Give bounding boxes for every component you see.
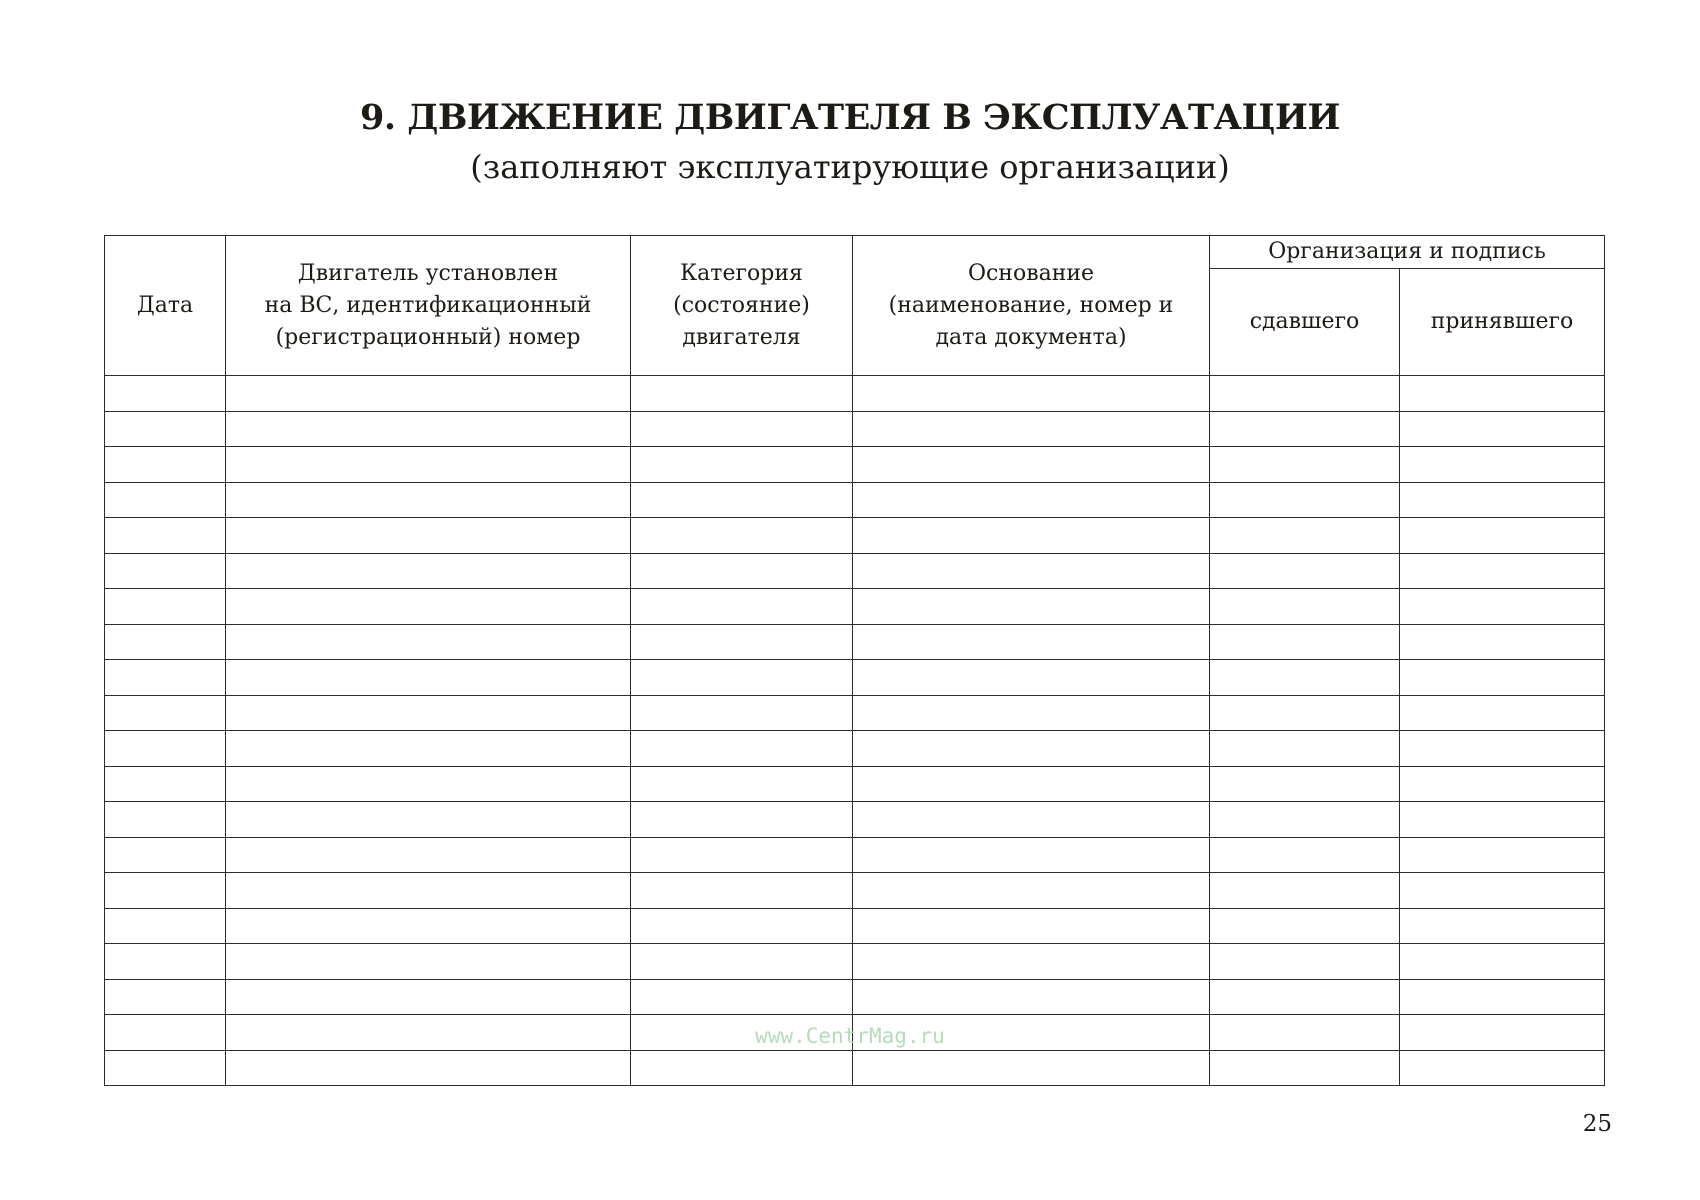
table-cell (226, 411, 631, 447)
table-cell (631, 1050, 853, 1086)
header-org-signature (1210, 236, 1605, 269)
table-cell (1210, 695, 1400, 731)
table-cell (1400, 624, 1605, 660)
table-cell (853, 447, 1210, 483)
table-cell (1400, 411, 1605, 447)
table-cell (105, 376, 226, 412)
table-cell (105, 518, 226, 554)
table-cell (1400, 908, 1605, 944)
page-subtitle: (заполняют эксплуатирующие организации) (470, 148, 1230, 186)
header-handed-over-label: сдавшего (1249, 309, 1360, 334)
table-row (105, 766, 1605, 802)
table-cell (105, 695, 226, 731)
header-date (105, 236, 226, 376)
table-cell (631, 802, 853, 838)
table-cell (1210, 837, 1400, 873)
table-cell (105, 873, 226, 909)
table-row (105, 376, 1605, 412)
table-cell (105, 482, 226, 518)
table-cell (1400, 944, 1605, 980)
table-cell (226, 482, 631, 518)
table-cell (853, 873, 1210, 909)
table-cell (853, 624, 1210, 660)
header-engine-installed (226, 236, 631, 376)
table-cell (631, 589, 853, 625)
table-cell (105, 908, 226, 944)
table-row (105, 979, 1605, 1015)
table-cell (631, 695, 853, 731)
table-cell (226, 1050, 631, 1086)
header-org-signature-label: Организация и подпись (1268, 239, 1546, 264)
table-cell (853, 944, 1210, 980)
table-cell (1400, 447, 1605, 483)
table-cell (1400, 873, 1605, 909)
table-cell (853, 518, 1210, 554)
table-cell (853, 589, 1210, 625)
table-cell (853, 553, 1210, 589)
table-cell (105, 944, 226, 980)
table-cell (631, 660, 853, 696)
table-cell (226, 518, 631, 554)
table-cell (853, 766, 1210, 802)
table-cell (1400, 766, 1605, 802)
table-cell (1400, 1050, 1605, 1086)
header-category-label: Категория (состояние) двигателя (673, 260, 810, 350)
header-received-label: принявшего (1430, 309, 1574, 334)
table-cell (1400, 589, 1605, 625)
table-row (105, 873, 1605, 909)
table-cell (853, 837, 1210, 873)
table-cell (853, 660, 1210, 696)
table-cell (226, 766, 631, 802)
table-cell (1210, 447, 1400, 483)
table-cell (1400, 979, 1605, 1015)
table-cell (226, 802, 631, 838)
table-cell (1400, 553, 1605, 589)
table-cell (853, 1050, 1210, 1086)
table-cell (226, 624, 631, 660)
table-cell (1210, 553, 1400, 589)
table-cell (1210, 482, 1400, 518)
table-cell (631, 376, 853, 412)
table-cell (226, 660, 631, 696)
table-cell (226, 695, 631, 731)
table-cell (1400, 482, 1605, 518)
table-row (105, 731, 1605, 767)
table-row (105, 660, 1605, 696)
table-cell (1400, 837, 1605, 873)
table-cell (631, 447, 853, 483)
table-cell (1400, 802, 1605, 838)
header-date-label: Дата (136, 292, 194, 318)
table-row (105, 589, 1605, 625)
table-row (105, 447, 1605, 483)
table-cell (631, 518, 853, 554)
table-cell (1210, 802, 1400, 838)
table-cell (1210, 766, 1400, 802)
header-category (631, 236, 853, 376)
table-cell (631, 979, 853, 1015)
table-cell (631, 482, 853, 518)
table-row (105, 518, 1605, 554)
table-cell (105, 553, 226, 589)
table-cell (853, 731, 1210, 767)
table-cell (226, 553, 631, 589)
table-row (105, 802, 1605, 838)
table-cell (226, 979, 631, 1015)
table-cell (105, 802, 226, 838)
table-cell (631, 944, 853, 980)
table-cell (631, 411, 853, 447)
page-title: 9. ДВИЖЕНИЕ ДВИГАТЕЛЯ В ЭКСПЛУАТАЦИИ (360, 97, 1340, 138)
table-cell (631, 624, 853, 660)
table-cell (631, 837, 853, 873)
table-cell (105, 447, 226, 483)
table-cell (1210, 908, 1400, 944)
table-cell (105, 1050, 226, 1086)
table-cell (226, 908, 631, 944)
table-cell (853, 695, 1210, 731)
table-cell (226, 944, 631, 980)
table-cell (105, 837, 226, 873)
table-cell (1400, 518, 1605, 554)
table-cell (226, 873, 631, 909)
table-row (105, 908, 1605, 944)
table-cell (1210, 411, 1400, 447)
table-cell (631, 873, 853, 909)
table-cell (853, 482, 1210, 518)
table-cell (105, 731, 226, 767)
table-cell (1210, 518, 1400, 554)
header-received (1400, 269, 1605, 376)
table-cell (105, 589, 226, 625)
header-handed-over (1210, 269, 1400, 376)
table-cell (226, 589, 631, 625)
table-row (105, 837, 1605, 873)
table-cell (105, 766, 226, 802)
table-cell (631, 731, 853, 767)
table-row (105, 553, 1605, 589)
table-cell (105, 979, 226, 1015)
table-body (105, 376, 1605, 1086)
table-cell (226, 376, 631, 412)
table-row (105, 695, 1605, 731)
engine-movement-table (104, 235, 1605, 1086)
table-cell (1210, 589, 1400, 625)
table-row (105, 411, 1605, 447)
table-cell (631, 908, 853, 944)
table-cell (1400, 660, 1605, 696)
table-cell (1210, 624, 1400, 660)
table-cell (853, 802, 1210, 838)
table-cell (1210, 979, 1400, 1015)
table-cell (853, 908, 1210, 944)
table-cell (105, 660, 226, 696)
table-cell (1210, 731, 1400, 767)
header-basis (853, 236, 1210, 376)
table-cell (1210, 873, 1400, 909)
table-cell (105, 411, 226, 447)
table-cell (1210, 1050, 1400, 1086)
table-cell (1210, 944, 1400, 980)
table-cell (226, 731, 631, 767)
table-cell (631, 553, 853, 589)
table-cell (1400, 376, 1605, 412)
header-engine-installed-label: Двигатель установлен на ВС, идентификационный (регистрационный) номер (264, 260, 592, 350)
table-row (105, 482, 1605, 518)
page-number: 25 (1582, 1111, 1612, 1137)
table-cell (105, 624, 226, 660)
table-row (105, 944, 1605, 980)
table-cell (853, 979, 1210, 1015)
table-row (105, 624, 1605, 660)
header-basis-label: Основание (наименование, номер и дата документа) (888, 260, 1174, 350)
table-cell (853, 376, 1210, 412)
table-cell (1210, 660, 1400, 696)
table-cell (1400, 695, 1605, 731)
watermark: www.CentrMag.ru (755, 1024, 945, 1048)
table-cell (853, 411, 1210, 447)
table-cell (226, 447, 631, 483)
table-cell (1210, 376, 1400, 412)
table-cell (631, 766, 853, 802)
table-row (105, 1050, 1605, 1086)
table-cell (226, 837, 631, 873)
table-cell (1400, 731, 1605, 767)
